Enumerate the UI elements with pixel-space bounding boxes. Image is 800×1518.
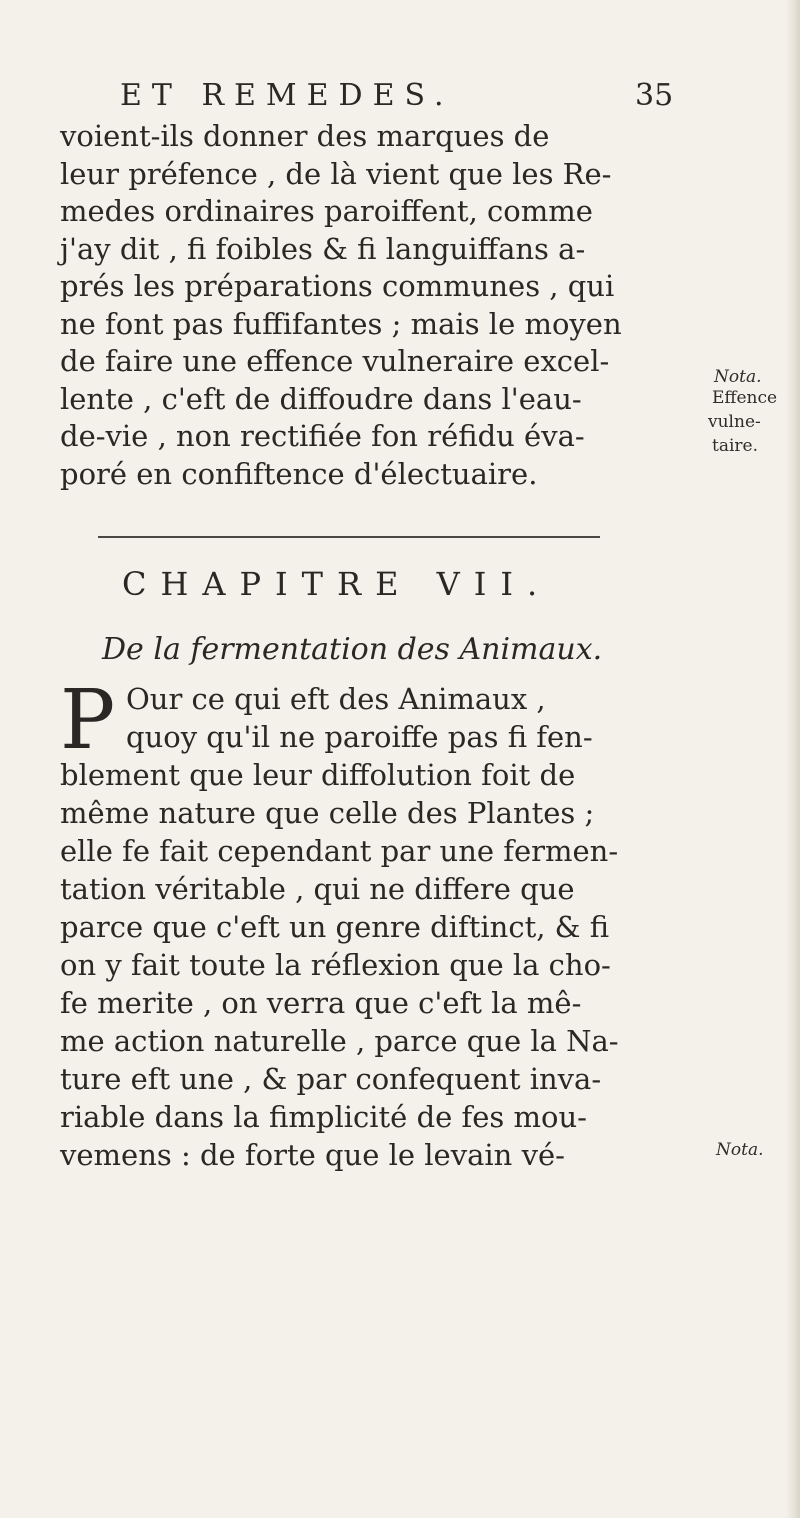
text-line: vemens : de forte que le levain vé- bbox=[60, 1138, 565, 1172]
text-line bbox=[60, 718, 680, 756]
text-line: poré en confiftence d'électuaire. bbox=[60, 456, 538, 491]
margin-note-vulne: vulne- bbox=[708, 412, 761, 432]
text-line: parce que c'eft un genre diftinct, & fi bbox=[60, 910, 610, 944]
text-line-content: Our ce qui eft des Animaux , bbox=[126, 682, 546, 716]
running-title: ET REMEDES. bbox=[120, 78, 454, 113]
margin-note-taire: taire. bbox=[712, 436, 758, 456]
text-line bbox=[60, 680, 680, 718]
text-line: même nature que celle des Plantes ; bbox=[60, 796, 595, 830]
running-header bbox=[120, 78, 680, 113]
text-line: voient-ils donner des marques de bbox=[60, 119, 550, 153]
margin-note-nota: Nota. bbox=[714, 367, 762, 387]
text-line: j'ay dit , fi foibles & fi languiffans a- bbox=[60, 231, 586, 266]
text-line: elle fe fait cependant par une fermen- bbox=[60, 834, 619, 868]
page-number: 35 bbox=[635, 78, 674, 113]
text-line: on y fait toute la réflexion que la cho- bbox=[60, 948, 611, 982]
text-line: ture eft une , & par confequent inva- bbox=[60, 1062, 602, 1096]
text-line: medes ordinaires paroiffent, comme bbox=[60, 194, 593, 228]
section-divider bbox=[98, 536, 600, 538]
text-line: fe merite , on verra que c'eft la mê- bbox=[60, 986, 582, 1020]
text-line: lente , c'eft de diffoudre dans l'eau- bbox=[60, 381, 582, 416]
paragraph-1 bbox=[60, 118, 660, 493]
text-line: blement que leur diffolution foit de bbox=[60, 758, 576, 792]
text-line: leur préfence , de là vient que les Re- bbox=[60, 156, 612, 191]
text-line: prés les préparations communes , qui bbox=[60, 269, 615, 303]
text-line-content: quoy qu'il ne paroiffe pas fi fen- bbox=[126, 720, 593, 754]
text-line: me action naturelle , parce que la Na- bbox=[60, 1024, 619, 1058]
margin-note-effence: Effence bbox=[712, 388, 778, 408]
text-line: ne font pas fuffifantes ; mais le moyen bbox=[60, 306, 622, 341]
paragraph-2 bbox=[60, 673, 680, 1174]
text-line: de faire une effence vulneraire excel- bbox=[60, 344, 610, 378]
chapter-title: De la fermentation des Animaux. bbox=[102, 632, 603, 667]
text-line: tation véritable , qui ne differe que bbox=[60, 872, 575, 906]
margin-note-nota-2: Nota. bbox=[716, 1140, 764, 1160]
page-edge bbox=[786, 0, 800, 1518]
drop-cap: P bbox=[60, 673, 116, 768]
text-line: de-vie , non rectifiée fon réfidu éva- bbox=[60, 419, 585, 453]
chapter-heading: CHAPITRE VII. bbox=[122, 565, 552, 603]
text-line: riable dans la fimplicité de fes mou- bbox=[60, 1100, 587, 1134]
